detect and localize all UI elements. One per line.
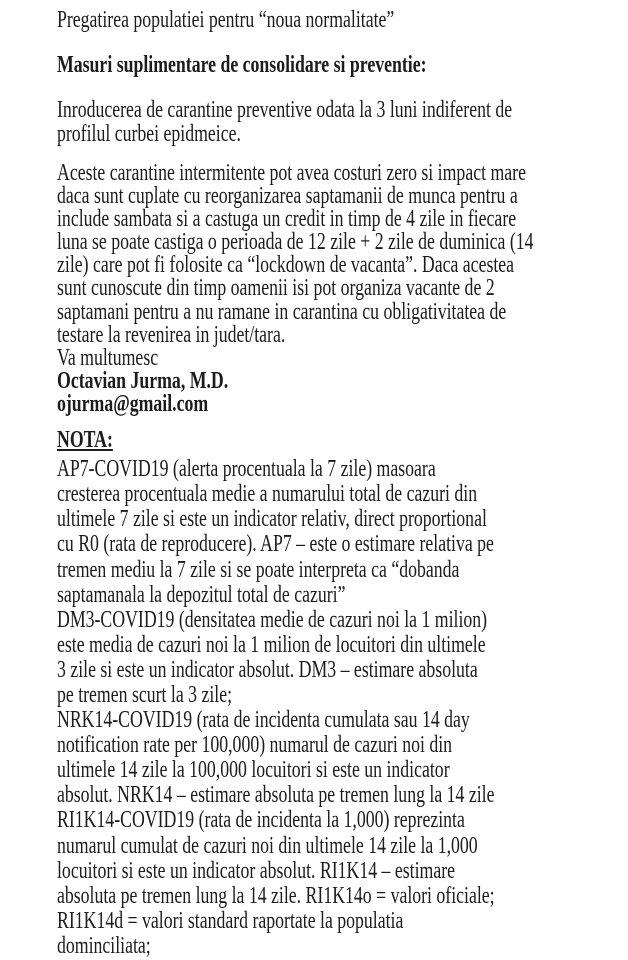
text-line: luna se poate castiga o perioada de 12 zile + 2 zile de duminica (14 [57, 229, 534, 256]
text-line: Inroducerea de carantine preventive odata la 3 luni indiferent de [57, 97, 513, 123]
text-line: absolut. NRK14 – estimare absoluta pe tremen lung la 14 zile [57, 782, 495, 809]
document-body [57, 0, 628, 959]
text-line: pe tremen scurt la 3 zile; [57, 681, 233, 708]
masuri-heading [57, 53, 628, 77]
carantine-preventive-paragraph [57, 98, 628, 146]
nota-body [57, 457, 628, 959]
text-line: Masuri suplimentare de consolidare si preventie: [57, 52, 427, 78]
text-line: AP7-COVID19 (alerta procentuala la 7 zile) masoara [57, 456, 436, 483]
text-line: ultimele 14 zile la 100,000 locuitori si este un indicator [57, 757, 450, 784]
text-line: cresterea procentuala medie a numarului total de cazuri din [57, 481, 478, 508]
text-line: Octavian Jurma, M.D. [57, 367, 229, 394]
text-line: RI1K14-COVID19 (rata de incidenta la 1,000) reprezinta [57, 807, 465, 834]
text-line: NRK14-COVID19 (rata de incidenta cumulata sau 14 day [57, 707, 470, 734]
text-line: Pregatirea populatiei pentru “noua normalitate” [57, 7, 395, 33]
text-line: ojurma@gmail.com [57, 390, 209, 417]
text-line: locuitori si este un indicator absolut. RI1K14 – estimare [57, 857, 456, 884]
carantine-intermitente-paragraph-and-signature [57, 162, 628, 416]
text-line: daca sunt cuplate cu reorganizarea saptamanii de munca pentru a [57, 183, 518, 210]
text-line: testare la revenirea in judet/tara. [57, 321, 286, 348]
text-line: sunt cunoscute din timp oamenii isi pot organiza vacante de 2 [57, 275, 495, 302]
text-line: NOTA: [57, 427, 113, 454]
text-line: DM3-COVID19 (densitatea medie de cazuri noi la 1 milion) [57, 606, 488, 633]
text-line: Va multumesc [57, 344, 159, 371]
text-line: este media de cazuri noi la 1 milion de locuitori din ultimele [57, 631, 486, 658]
text-line: absoluta pe tremen lung la 14 zile. RI1K14o = valori oficiale; [57, 882, 495, 909]
text-line: dominciliata; [57, 932, 151, 959]
text-line: saptamanala la depozitul total de cazuri” [57, 581, 346, 608]
text-line: cu R0 (rata de reproducere). AP7 – este o estimare relativa pe [57, 531, 494, 558]
text-line: saptamani pentru a nu ramane in carantina cu obligativitatea de [57, 298, 507, 325]
text-line: numarul cumulat de cazuri noi din ultimele 14 zile la 1,000 [57, 832, 478, 859]
text-line: tremen mediu la 7 zile si se poate interpreta ca “dobanda [57, 556, 460, 583]
nota-heading [57, 428, 628, 453]
text-line: notification rate per 100,000) numarul de cazuri noi din [57, 732, 453, 759]
text-line: 3 zile si este un indicator absolut. DM3 – estimare absoluta [57, 656, 478, 683]
text-line: zile) care pot fi folosite ca “lockdown de vacanta”. Daca acestea [57, 252, 515, 279]
text-line: include sambata si a castuga un credit in timp de 4 zile in fiecare [57, 206, 517, 233]
text-line: RI1K14d = valori standard raportate la populatia [57, 907, 404, 934]
text-line: Aceste carantine intermitente pot avea costuri zero si impact mare [57, 160, 526, 186]
text-line: ultimele 7 zile si este un indicator relativ, direct proportional [57, 506, 487, 533]
text-line: profilul curbei epidmeice. [57, 121, 241, 147]
intro-line [57, 8, 628, 32]
